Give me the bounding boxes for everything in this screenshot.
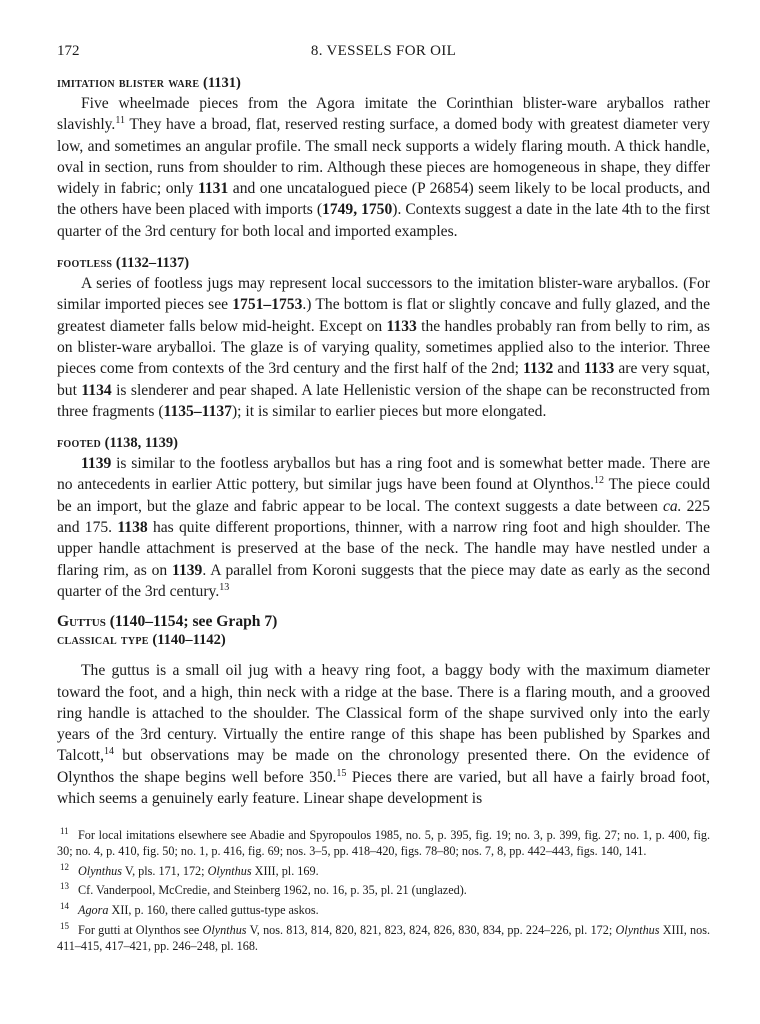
running-header bbox=[57, 43, 710, 63]
paragraph-footed: 1139 is similar to the footless aryballos but has a ring foot and is somewhat better made. There are no antecedents in earlier Attic pottery, but similar jugs have been found at Olynthos.$^{12}$ The piece could be an import, but the glaze and fabric appear to be local. The context suggests a date between ca. 225 and 175. 1138 has quite different proportions, thinner, with a narrow ring foot and high shoulder. The upper handle attachment is preserved at the base of the neck. The handle may have nestled under a flaring rim, as on 1139. A parallel from Koroni suggests that the piece may date as early as the second quarter of the 3rd century.$^{13}$ bbox=[57, 455, 710, 600]
footnote-14: 14 Agora XII, p. 160, there called guttus-type askos. bbox=[60, 901, 319, 918]
footnotes bbox=[57, 824, 710, 955]
footnote-11: 11 For local imitations elsewhere see Abadie and Spyropoulos 1985, no. 5, p. 395, fig. 19; no. 3, p. 399, fig. 27; no. 1, p. 400, fig. 30; no. 4, p. 410, fig. 50; no. 1, p. 416, fig. 69; nos. 3–5, pp. 418–420, figs. 78–80; nos. 7, 8, pp. 442–443, figs. 140, 141. bbox=[57, 826, 710, 858]
footnote-ref-12[interactable]: 12 bbox=[594, 475, 605, 487]
paragraph-blister: Five wheelmade pieces from the Agora imitate the Corinthian blister-ware aryballos rather slavishly.$^{11}$ They have a broad, flat, reserved resting surface, a domed body with greatest diameter very low, and sometimes an angular profile. The small neck supports a widely flaring mouth. A thick handle, oval in section, runs from shoulder to rim. Although these pieces are homogeneous in shape, they differ widely in fabric; only 1131 and one uncatalogued piece (P 26854) seem likely to be local products, and the others have been placed with imports (1749, 1750). Contexts suggest a date in the late 4th to the first quarter of the 3rd century for both local and imported examples. bbox=[57, 95, 711, 240]
page-number: 172 bbox=[57, 43, 80, 59]
chapter-title: 8. VESSELS FOR OIL bbox=[310, 43, 457, 59]
section-title-guttus: Guttus (1140–1154; see Graph 7) bbox=[57, 613, 278, 631]
footnote-12: 12 Olynthus V, pls. 171, 172; Olynthus XIII, pl. 169. bbox=[60, 861, 319, 878]
section-title-footless: footless (1132–1137) bbox=[57, 255, 190, 272]
section-title-footed: footed (1138, 1139) bbox=[57, 435, 178, 452]
paragraph-guttus: The guttus is a small oil jug with a heavy ring foot, a baggy body with the maximum diameter toward the foot, and a high, thin neck with a ridge at the base. There is a flaring mouth, and a grooved ring handle is attached to the shoulder. The Classical form of the shape survived only into the early years of the 3rd century. Virtually the entire range of this shape has been published by Sparkes and Talcott,$^{14}$ but observations may be made on the chronology presented there. On the evidence of Olynthos the shape begins well before 350.15 Pieces there are varied, but all have a fairly broad foot, which seems a genuinely early feature. Linear shape development is bbox=[57, 662, 710, 808]
footnote-ref-15[interactable]: 15 bbox=[336, 767, 347, 779]
main-text bbox=[57, 74, 710, 809]
subsection-title-classical: classical type (1140–1142) bbox=[57, 632, 226, 649]
footnote-13: 13 Cf. Vanderpool, McCredie, and Steinberg 1962, no. 16, p. 35, pl. 21 (unglazed). bbox=[60, 881, 467, 898]
section-title-blister: imitation blister ware (1131) bbox=[57, 75, 241, 91]
paragraph-footless: A series of footless jugs may represent local successors to the imitation blister-ware aryballos. (For similar imported pieces see 1751–1753.) The bottom is flat or slightly concave and fully glazed, and the greatest diameter falls below mid-height. Except on 1133 the handles probably ran from belly to rim, as on blister-ware aryballoi. The glaze is of varying quality, sometimes applied also to the interior. Three pieces come from contexts of the 3rd century and the first half of the 2nd; 1132 and 1133 are very squat, but 1134 is slenderer and pear shaped. A late Hellenistic version of the shape can be reconstructed from three fragments (1135–1137); it is similar to earlier pieces but more elongated. bbox=[57, 275, 710, 420]
footnote-ref-11[interactable]: 11 bbox=[115, 115, 125, 127]
footnote-15: 15 For gutti at Olynthos see Olynthus V, nos. 813, 814, 820, 821, 823, 824, 826, 830, 834, pp. 224–226, pl. 172; Olynthus XIII, nos. 411–415, 417–421, pp. 246–248, pl. 168. bbox=[57, 920, 710, 953]
footnote-ref-13[interactable]: 13 bbox=[219, 581, 230, 593]
footnote-ref-14[interactable]: 14 bbox=[103, 746, 114, 758]
